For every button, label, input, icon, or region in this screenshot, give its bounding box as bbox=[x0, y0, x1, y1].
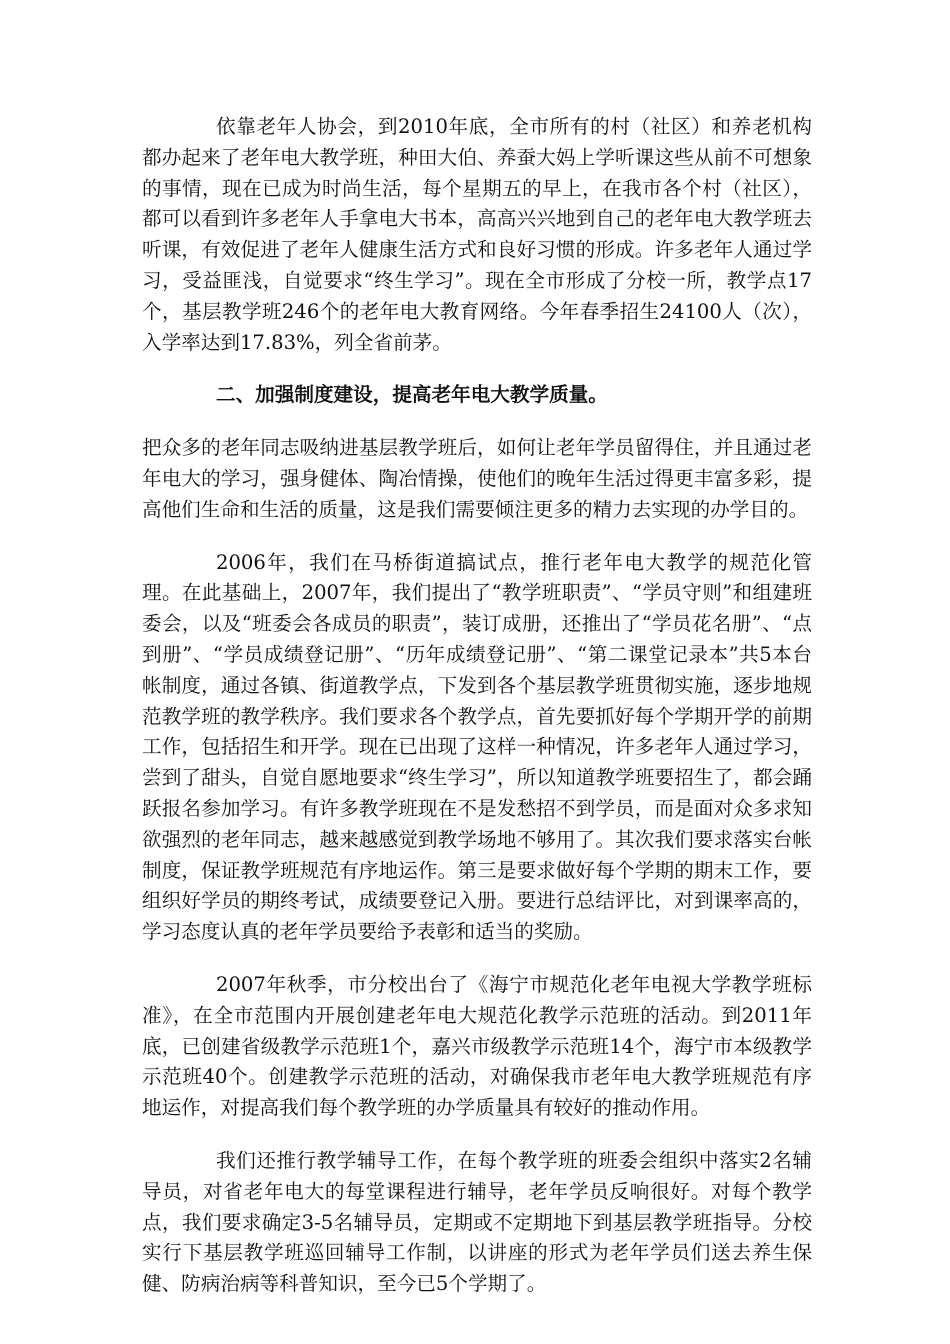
paragraph-standardized-management: 2006年，我们在马桥街道搞试点，推行老年电大教学的规范化管理。在此基础上，2007年，我们提出了“教学班职责”、“学员守则”和组建班委会，以及“班委会各成员的职责”，装订成册，还推出了“学员花名册”、“点到册”、“学员成绩登记册”、“历年成绩登记册”、“第二课堂记录本”共5本台帐制度，通过各镇、街道教学点，下发到各个基层教学班贯彻实施，逐步地规范教学班的教学秩序。我们要求各个教学点，首先要抓好每个学期开学的前期工作，包括招生和开学。现在已出现了这样一种情况，许多老年人通过学习，尝到了甜头，自觉自愿地要求“终生学习”，所以知道教学班要招生了，都会踊跃报名参加学习。有许多教学班现在不是发愁招不到学员，而是面对众多求知欲强烈的老年同志，越来越感觉到教学场地不够用了。其次我们要求落实台帐制度，保证教学班规范有序地运作。第三是要求做好每个学期的期末工作，要组织好学员的期终考试，成绩要登记入册。要进行总结评比，对到课率高的，学习态度认真的老年学员要给予表彰和适当的奖励。 bbox=[142, 550, 812, 944]
section-heading: 二、加强制度建设，提高老年电大教学质量。 bbox=[216, 383, 608, 407]
paragraph-model-class-standard: 2007年秋季，市分校出台了《海宁市规范化老年电视大学教学班标准》，在全市范围内开展创建老年电大规范化教学示范班的活动。到2011年底，已创建省级教学示范班1个，嘉兴市级教学示范班14个，海宁市本级教学示范班40个。创建教学示范班的活动，对确保我市老年电大教学班规范有序地运作，对提高我们每个教学班的办学质量具有较好的推动作用。 bbox=[142, 972, 812, 1120]
paragraph-tutoring-work: 我们还推行教学辅导工作，在每个教学班的班委会组织中落实2名辅导员，对省老年电大的每堂课程进行辅导，老年学员反响很好。对每个教学点，我们要求确定3-5名辅导员，定期或不定期地下到基层教学班指导。分校实行下基层教学班巡回辅导工作制，以讲座的形式为老年学员们送去养生保健、防病治病等科普知识，至今已5个学期了。 bbox=[142, 1148, 812, 1296]
paragraph-retention-goal: 把众多的老年同志吸纳进基层教学班后，如何让老年学员留得住，并且通过老年电大的学习，强身健体、陶冶情操，使他们的晚年生活过得更丰富多彩，提高他们生命和生活的质量，这是我们需要倾注更多的精力去实现的办学目的。 bbox=[142, 436, 812, 521]
paragraph-network-development: 依靠老年人协会，到2010年底，全市所有的村（社区）和养老机构都办起来了老年电大教学班，种田大伯、养蚕大妈上学听课这些从前不可想象的事情，现在已成为时尚生活，每个星期五的早上，在我市各个村（社区），都可以看到许多老年人手拿电大书本，高高兴兴地到自己的老年电大教学班去听课，有效促进了老年人健康生活方式和良好习惯的形成。许多老年人通过学习，受益匪浅，自觉要求“终生学习”。现在全市形成了分校一所，教学点17个，基层教学班246个的老年电大教育网络。今年春季招生24100人（次），入学率达到17.83%，列全省前茅。 bbox=[142, 115, 812, 354]
document-page bbox=[142, 112, 812, 1300]
